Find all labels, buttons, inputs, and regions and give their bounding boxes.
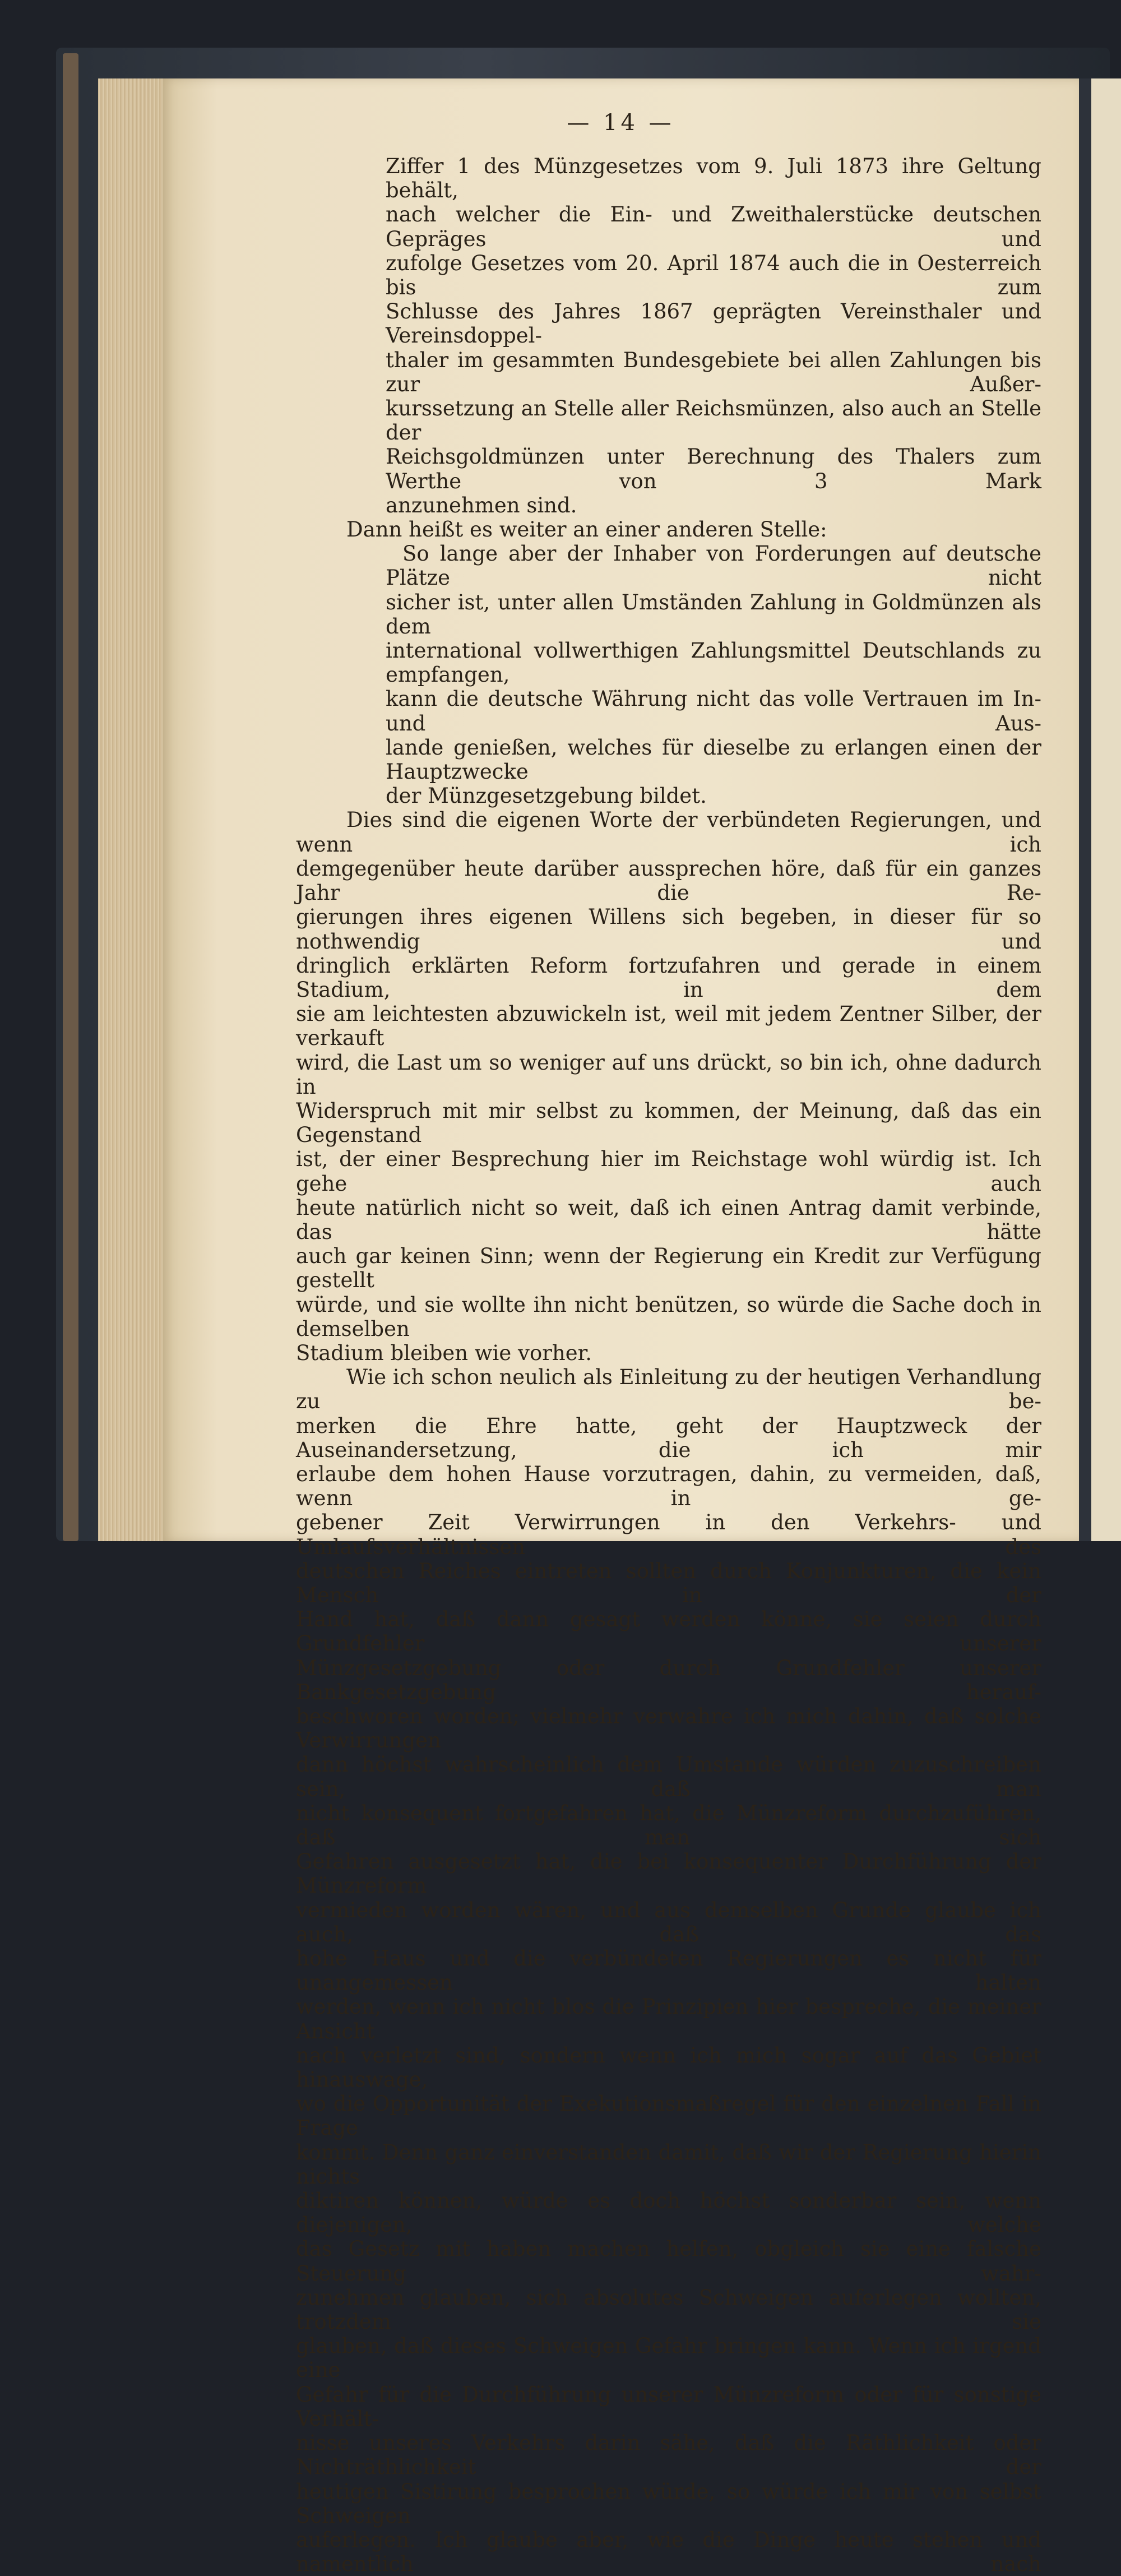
text-line: das Gesetz mit haben machen helfen, obgleich sie eine falsche Steuerung wahr- <box>296 2237 1041 2286</box>
text-line: Hand hat, daß dann gesagt werden könne, sie seien durch Grundfehler unserer <box>296 1607 1041 1656</box>
text-line: diktiren können, würde es doch höchst sonderbar sein, wenn diejenigen, welche <box>296 2189 1041 2237</box>
text-line: Schlusse des Jahres 1867 geprägten Vereinsthaler und Vereinsdoppel- <box>386 299 1041 348</box>
text-line: sie am leichtesten abzuwickeln ist, weil mit jedem Zentner Silber, der verkauft <box>296 1002 1041 1051</box>
text-line: zunehmen glauben, sich absolutes Schweigen auferlegen wollten, trotzdem sie <box>296 2285 1041 2334</box>
page-stack <box>98 78 163 1541</box>
text-line: Gefahr für die Durchführung unserer Münzreform oder für sonstige Verhält- <box>296 2382 1041 2431</box>
text-line: deutschen Reiches eintreten sollten durch Konjunkturen, die kein Mensch in der <box>296 1558 1041 1607</box>
text-line: glauben, daß dieses Schweigen Gefahr bringen kann. Wenn ich irgend eine <box>296 2334 1041 2383</box>
text-line: würde, und sie wollte ihn nicht benützen, so würde die Sache doch in demselben <box>296 1292 1041 1341</box>
text-line: dann höchst wahrscheinlich dem Umstande würden zuzuschreiben sein, daß man <box>296 1752 1041 1801</box>
page-number: — 14 — <box>567 110 675 136</box>
text-line: heutigen Sistirung besprochen würde, so würde ich mir von selbst Schweigen <box>296 2479 1041 2528</box>
text-line: So lange aber der Inhaber von Forderungen auf deutsche Plätze nicht <box>386 542 1041 590</box>
text-line: Dies sind die eigenen Worte der verbündeten Regierungen, und wenn ich <box>296 808 1041 857</box>
text-line: gierungen ihres eigenen Willens sich begeben, in dieser für so nothwendig und <box>296 905 1041 954</box>
text-line: werden, wenn ich nicht blos die Prinzipien hier bespreche, die meiner Ansicht <box>296 1995 1041 2043</box>
text-line: Reichsgoldmünzen unter Berechnung des Thalers zum Werthe von 3 Mark <box>386 445 1041 493</box>
text-line: wird, die Last um so weniger auf uns drückt, so bin ich, ohne dadurch in <box>296 1050 1041 1099</box>
body-text <box>296 154 1041 2576</box>
text-line: Münzgesetzgebung oder durch Grundfehler unserer Bankgesetzgebung herauf- <box>296 1655 1041 1704</box>
right-cover <box>1079 78 1121 1541</box>
text-line: kurssetzung an Stelle aller Reichsmünzen, also auch an Stelle der <box>386 396 1041 445</box>
text-line: hohe Haus und die verbündeten Regierungen es nicht für unangemessen halten <box>296 1946 1041 1995</box>
text-line: auch gar keinen Sinn; wenn der Regierung ein Kredit zur Verfügung gestellt <box>296 1244 1041 1293</box>
text-line: auferlegen. Ich glaube aber, wie die Dinge heute stehen und namentlich nach <box>296 2527 1041 2576</box>
text-line: zufolge Gesetzes vom 20. April 1874 auch die in Oesterreich bis zum <box>386 251 1041 300</box>
text-line: Widerspruch mit mir selbst zu kommen, der Meinung, daß das ein Gegenstand <box>296 1098 1041 1148</box>
text-line: Stadium bleiben wie vorher. <box>296 1340 592 1365</box>
cover-edge <box>63 53 78 1541</box>
text-line: kann die deutsche Währung nicht das volle Vertrauen im In- und Aus- <box>386 687 1041 736</box>
text-line: nicht konsequent fortgefahren hat, die Münzreform durchzuführen, daß man sich <box>296 1801 1041 1850</box>
text-line: Ziffer 1 des Münzgesetzes vom 9. Juli 1873 ihre Geltung behält, <box>386 154 1041 203</box>
text-line: Wie ich schon neulich als Einleitung zu der heutigen Verhandlung zu be- <box>296 1365 1041 1414</box>
text-line: wo die Opportunität der Exekutionsmaßregel für den einzelnen Fall in Frage <box>296 2092 1041 2140</box>
right-cover-strip <box>1079 78 1091 1541</box>
text-line: heute natürlich nicht so weit, daß ich einen Antrag damit verbinde, das hätte <box>296 1195 1041 1244</box>
text-line: lande genießen, welches für dieselbe zu erlangen einen der Hauptzwecke <box>386 735 1041 784</box>
text-line: nach verletzt sind, sondern wenn ich mich sogar auf das Gebiet hinauswage, <box>296 2043 1041 2092</box>
text-line: Gefahren ausgesetzt hat, die bei konsequenter Durchführung der Münzreform <box>296 1849 1041 1898</box>
text-line: kommt. Denn ganz einverstanden damit, daß wir der Regierung hierin nichts <box>296 2140 1041 2189</box>
text-line: thaler im gesammten Bundesgebiete bei allen Zahlungen bis zur Außer- <box>386 348 1041 396</box>
text-line: ist, der einer Besprechung hier im Reichstage wohl würdig ist. Ich gehe auch <box>296 1147 1041 1196</box>
text-line: erlaube dem hohen Hause vorzutragen, dahin, zu vermeiden, daß, wenn in ge- <box>296 1462 1041 1511</box>
text-line: sicher ist, unter allen Umständen Zahlung in Goldmünzen als dem <box>386 590 1041 639</box>
text-line: merken die Ehre hatte, geht der Hauptzweck der Auseinandersetzung, die ich mir <box>296 1413 1041 1462</box>
text-line: nach welcher die Ein- und Zweithalerstücke deutschen Gepräges und <box>386 202 1041 251</box>
text-line: beschworen worden; vielmehr verwahre ich mich dahin, daß solche Verwirrungen <box>296 1704 1041 1753</box>
text-line: der Münzgesetzgebung bildet. <box>386 784 707 808</box>
text-line: anzunehmen sind. <box>386 493 577 517</box>
text-line: international vollwerthigen Zahlungsmittel Deutschlands zu empfangen, <box>386 639 1041 687</box>
text-line: Dann heißt es weiter an einer anderen Stelle: <box>346 517 827 542</box>
text-line: demgegenüber heute darüber aussprechen höre, daß für ein ganzes Jahr die Re- <box>296 856 1041 905</box>
text-line: vermieden worden wären, und aus demselben Grunde glaube ich auch, daß das <box>296 1898 1041 1946</box>
text-line: nisse unseres Verkehrs darin sähe, daß die Räthlichkeit oder Nichträthlichkeit der <box>296 2431 1041 2480</box>
text-line: dringlich erklärten Reform fortzufahren und gerade in einem Stadium, in dem <box>296 953 1041 1002</box>
text-line: gebener Zeit Verwirrungen in den Verkehrs- und Umlaufsverhältnissen des <box>296 1510 1041 1559</box>
